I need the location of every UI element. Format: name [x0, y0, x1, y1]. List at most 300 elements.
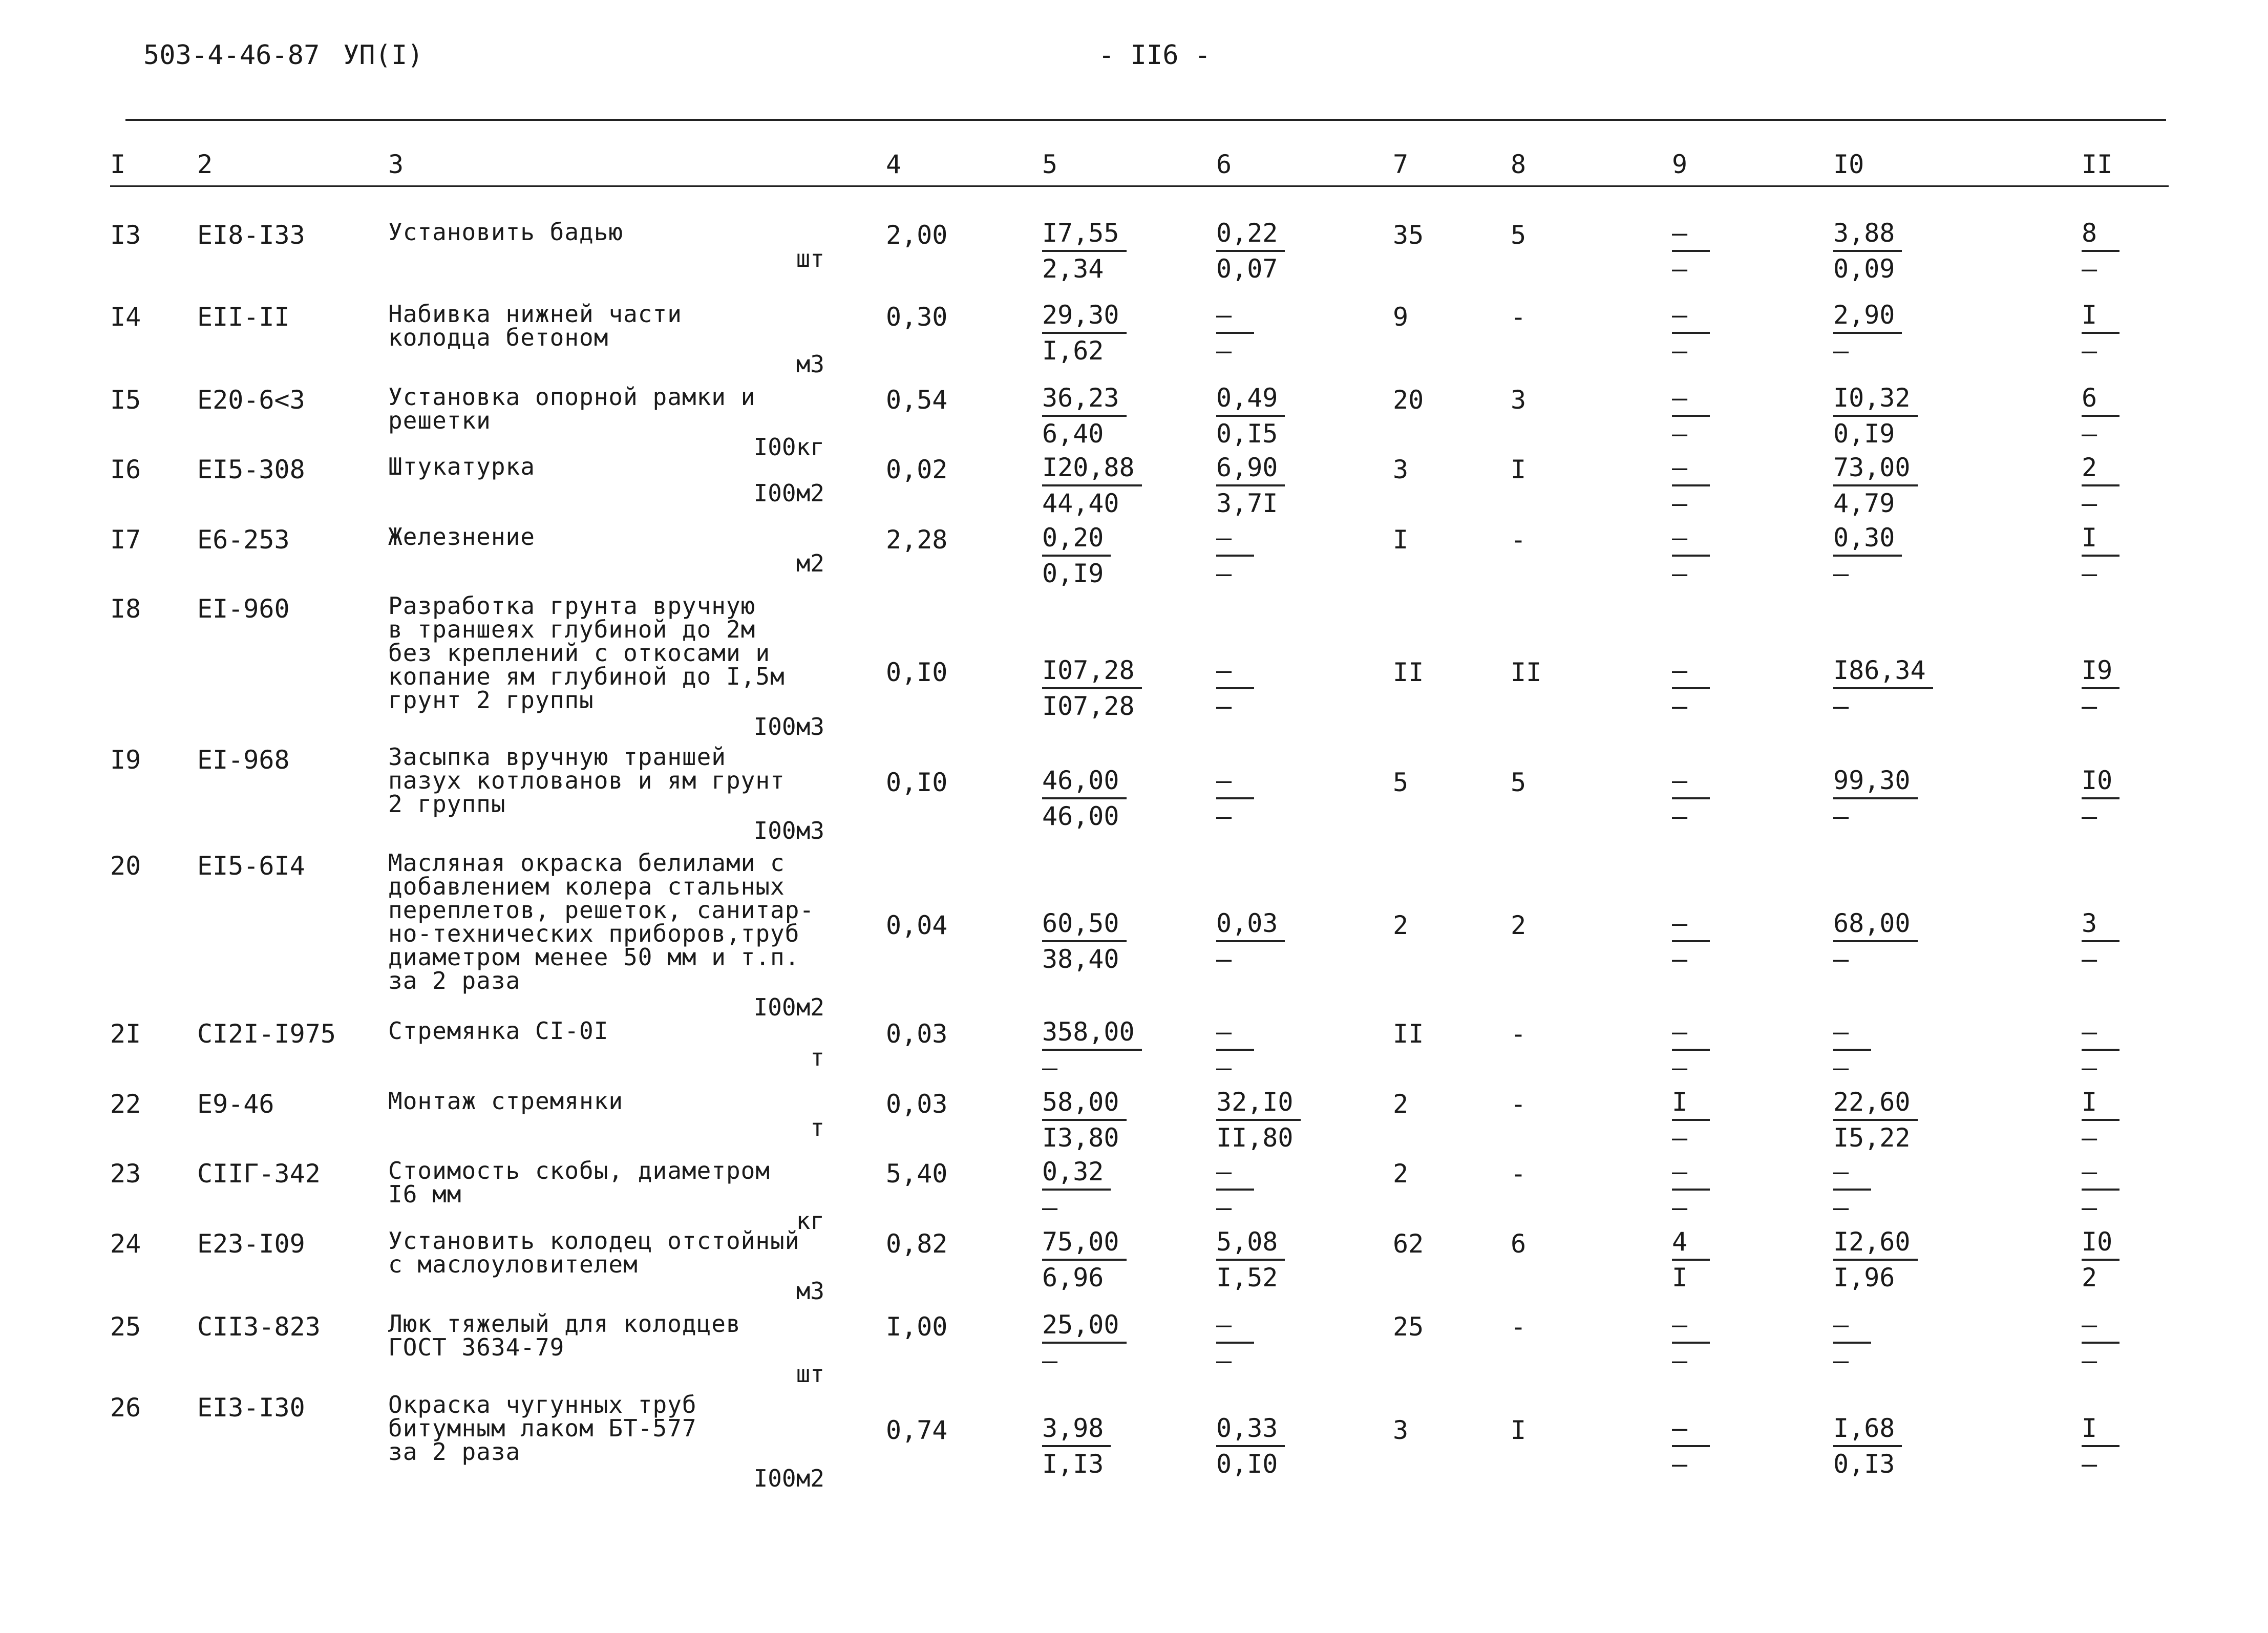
cost-fraction [1672, 1225, 1710, 1295]
fraction-bottom: – [1672, 1053, 1688, 1083]
fraction-bottom: – [2082, 691, 2097, 721]
fraction-top: 5,08 [1216, 1225, 1285, 1261]
fraction-bottom: – [1672, 559, 1688, 588]
measure-unit: шт [796, 245, 824, 272]
column-number: 3 [388, 150, 404, 179]
row-number: I7 [110, 525, 141, 555]
fraction-bottom: – [1672, 1346, 1688, 1375]
fraction-bottom: – [1042, 1193, 1058, 1222]
fraction-top: 0,30 [1833, 521, 1902, 557]
fraction-top: – [1216, 1308, 1254, 1344]
fraction-bottom: – [1672, 336, 1688, 366]
fraction-top: I [2082, 1411, 2119, 1447]
cost-fraction [1672, 1085, 1710, 1155]
rate-code: E9-46 [197, 1089, 274, 1119]
labour-value: 2 [1393, 1089, 1409, 1119]
fraction-top: – [1833, 1015, 1871, 1051]
work-name-line: Установка опорной рамки и [388, 383, 756, 411]
cost-fraction [1216, 1225, 1285, 1295]
workers-value: I [1511, 455, 1527, 484]
fraction-top: – [1672, 216, 1710, 252]
work-name-line: пазух котлованов и ям грунт [388, 767, 785, 794]
work-name-line: за 2 раза [388, 967, 521, 994]
fraction-top: – [1833, 1308, 1871, 1344]
labour-value: 2 [1393, 1159, 1409, 1189]
fraction-top: – [1672, 906, 1710, 942]
fraction-bottom: – [2082, 944, 2097, 974]
cost-fraction [1833, 1015, 1871, 1085]
document-code: 503-4-46-87 [143, 40, 320, 71]
labour-value: II [1393, 1019, 1424, 1049]
row-number: I9 [110, 745, 141, 775]
cost-fraction [1672, 521, 1710, 590]
row-number: 24 [110, 1229, 141, 1259]
fraction-top: – [2082, 1015, 2119, 1051]
fraction-top: 0,22 [1216, 216, 1285, 252]
quantity: 0,02 [886, 455, 948, 484]
workers-value: - [1511, 525, 1527, 555]
workers-value: - [1511, 1159, 1527, 1189]
fraction-bottom: I [1672, 1263, 1688, 1292]
fraction-top: 0,32 [1042, 1155, 1111, 1191]
work-name-line: 2 группы [388, 790, 506, 818]
cost-fraction [1042, 906, 1127, 976]
fraction-bottom: – [1672, 1123, 1688, 1153]
fraction-top: – [1672, 381, 1710, 417]
quantity: 0,03 [886, 1019, 948, 1049]
fraction-bottom: 6,40 [1042, 419, 1104, 449]
workers-value: - [1511, 1089, 1527, 1119]
fraction-top: 4 [1672, 1225, 1710, 1261]
fraction-top: – [1672, 764, 1710, 799]
column-number: 2 [197, 150, 213, 179]
rate-code: CIIГ-342 [197, 1159, 321, 1189]
workers-value: 2 [1511, 910, 1527, 940]
fraction-bottom: – [1833, 1346, 1849, 1375]
labour-value: 9 [1393, 302, 1409, 332]
fraction-bottom: – [1672, 944, 1688, 974]
fraction-top: 0,33 [1216, 1411, 1285, 1447]
cost-fraction [1672, 653, 1710, 723]
labour-value: 3 [1393, 1415, 1409, 1445]
work-name-line: Засыпка вручную траншей [388, 743, 726, 771]
work-name-line: Стоимость скобы, диаметром [388, 1157, 771, 1184]
fraction-top: I86,34 [1833, 653, 1933, 689]
fraction-top: – [2082, 1308, 2119, 1344]
row-number: 22 [110, 1089, 141, 1119]
fraction-bottom: – [2082, 336, 2097, 366]
page-number: - II6 - [1098, 40, 1211, 71]
work-name-line: но-технических приборов,труб [388, 920, 800, 947]
work-name [388, 1312, 741, 1359]
work-name-line: Разработка грунта вручную [388, 592, 756, 620]
cost-fraction [1216, 521, 1254, 590]
workers-value: 5 [1511, 768, 1527, 797]
fraction-bottom: 2 [2082, 1263, 2097, 1292]
row-number: I5 [110, 385, 141, 415]
work-name-line: переплетов, решеток, санитар- [388, 896, 815, 924]
fraction-bottom: 46,00 [1042, 801, 1119, 831]
fraction-bottom: I,52 [1216, 1263, 1278, 1292]
row-number: I4 [110, 302, 141, 332]
fraction-top: – [1672, 1155, 1710, 1191]
cost-fraction [1833, 906, 1918, 976]
measure-unit: I00м3 [753, 817, 824, 844]
fraction-bottom: – [1833, 691, 1849, 721]
work-name-line: грунт 2 группы [388, 686, 594, 714]
work-name-line: диаметром менее 50 мм и т.п. [388, 943, 800, 971]
cost-fraction [1672, 451, 1710, 520]
work-name [388, 302, 682, 349]
cost-fraction [1833, 451, 1918, 520]
fraction-top: – [2082, 1155, 2119, 1191]
quantity: 0,04 [886, 910, 948, 940]
column-number: 8 [1511, 150, 1527, 179]
fraction-bottom: 0,I0 [1216, 1449, 1278, 1479]
rate-code: EI5-6I4 [197, 851, 305, 881]
work-name-line: Монтаж стремянки [388, 1087, 624, 1115]
fraction-bottom: – [1833, 1193, 1849, 1222]
cost-fraction [1672, 764, 1710, 833]
cost-fraction [2082, 298, 2119, 368]
row-number: 2I [110, 1019, 141, 1049]
measure-unit: т [810, 1044, 824, 1071]
rate-code: CI2I-I975 [197, 1019, 336, 1049]
fraction-bottom: 0,I9 [1042, 559, 1104, 588]
cost-fraction [1833, 1411, 1902, 1481]
measure-unit: I00м2 [753, 1465, 824, 1492]
work-name-line: за 2 раза [388, 1438, 521, 1466]
fraction-bottom: – [1216, 1053, 1232, 1083]
fraction-bottom: – [1672, 1193, 1688, 1222]
column-number: I0 [1833, 150, 1864, 179]
work-name-line: Штукатурка [388, 453, 535, 480]
rate-code: EI-968 [197, 745, 290, 775]
work-name-line: Окраска чугунных труб [388, 1391, 697, 1418]
rate-code: E20-6<3 [197, 385, 305, 415]
cost-fraction [1833, 764, 1918, 833]
cost-fraction [1216, 381, 1285, 451]
quantity: 0,54 [886, 385, 948, 415]
cost-fraction [1833, 298, 1902, 368]
cost-fraction [1833, 1085, 1918, 1155]
fraction-bottom: – [1216, 801, 1232, 831]
fraction-top: I [2082, 521, 2119, 557]
work-name [388, 1229, 799, 1276]
work-name [388, 1393, 697, 1464]
fraction-top: – [1833, 1155, 1871, 1191]
measure-unit: I00м2 [753, 479, 824, 507]
work-name-line: ГОСТ 3634-79 [388, 1333, 565, 1361]
cost-fraction [2082, 216, 2119, 286]
measure-unit: м2 [796, 549, 824, 577]
work-name-line: Люк тяжелый для колодцев [388, 1310, 741, 1338]
fraction-top: 358,00 [1042, 1015, 1142, 1051]
cost-fraction [1042, 451, 1142, 520]
fraction-bottom: – [1216, 1346, 1232, 1375]
labour-value: 20 [1393, 385, 1424, 415]
cost-fraction [1042, 764, 1127, 833]
row-number: 25 [110, 1312, 141, 1342]
fraction-bottom: I,I3 [1042, 1449, 1104, 1479]
workers-value: 6 [1511, 1229, 1527, 1259]
fraction-bottom: 0,07 [1216, 254, 1278, 284]
fraction-top: 3,88 [1833, 216, 1902, 252]
cost-fraction [2082, 381, 2119, 451]
fraction-top: – [1216, 298, 1254, 334]
fraction-top: – [1216, 764, 1254, 799]
rate-code: EI8-I33 [197, 220, 305, 250]
labour-value: 25 [1393, 1312, 1424, 1342]
fraction-top: I20,88 [1042, 451, 1142, 486]
row-number: I6 [110, 455, 141, 484]
cost-fraction [2082, 1085, 2119, 1155]
fraction-bottom: 6,96 [1042, 1263, 1104, 1292]
cost-fraction [2082, 521, 2119, 590]
rate-code: EI3-I30 [197, 1393, 305, 1423]
fraction-bottom: – [1216, 559, 1232, 588]
quantity: 0,I0 [886, 658, 948, 687]
fraction-top: 2 [2082, 451, 2119, 486]
row-number: 23 [110, 1159, 141, 1189]
cost-fraction [2082, 1411, 2119, 1481]
measure-unit: т [810, 1114, 824, 1141]
fraction-top: 58,00 [1042, 1085, 1127, 1121]
work-name-line: Установить колодец отстойный [388, 1227, 800, 1255]
cost-fraction [1042, 1155, 1111, 1224]
fraction-bottom: – [1833, 944, 1849, 974]
measure-unit: м3 [796, 350, 824, 378]
fraction-top: 32,I0 [1216, 1085, 1301, 1121]
workers-value: II [1511, 658, 1542, 687]
row-number: I3 [110, 220, 141, 250]
quantity: 5,40 [886, 1159, 948, 1189]
fraction-top: – [1672, 1308, 1710, 1344]
fraction-top: 8 [2082, 216, 2119, 252]
cost-fraction [2082, 1225, 2119, 1295]
fraction-top: I9 [2082, 653, 2119, 689]
work-name [388, 220, 623, 244]
column-number: II [2082, 150, 2113, 179]
rate-code: E6-253 [197, 525, 290, 555]
workers-value: - [1511, 1312, 1527, 1342]
measure-unit: I00кг [753, 433, 824, 461]
fraction-top: 36,23 [1042, 381, 1127, 417]
workers-value: 5 [1511, 220, 1527, 250]
cost-fraction [1833, 653, 1933, 723]
fraction-bottom: – [1833, 801, 1849, 831]
fraction-bottom: – [1216, 336, 1232, 366]
cost-fraction [2082, 1155, 2119, 1224]
fraction-bottom: – [1042, 1346, 1058, 1375]
fraction-top: I0 [2082, 1225, 2119, 1261]
fraction-top: I [2082, 1085, 2119, 1121]
measure-unit: шт [796, 1360, 824, 1388]
workers-value: - [1511, 1019, 1527, 1049]
fraction-bottom: – [1042, 1053, 1058, 1083]
cost-fraction [1672, 1308, 1710, 1377]
fraction-bottom: – [1672, 489, 1688, 518]
cost-fraction [1833, 381, 1918, 451]
measure-unit: м3 [796, 1277, 824, 1305]
fraction-bottom: 4,79 [1833, 489, 1895, 518]
cost-fraction [1042, 1015, 1142, 1085]
cost-fraction [1216, 653, 1254, 723]
row-number: 26 [110, 1393, 141, 1423]
fraction-top: I0 [2082, 764, 2119, 799]
workers-value: I [1511, 1415, 1527, 1445]
labour-value: II [1393, 658, 1424, 687]
fraction-bottom: – [1216, 944, 1232, 974]
fraction-top: I,68 [1833, 1411, 1902, 1447]
fraction-bottom: – [1672, 254, 1688, 284]
fraction-top: – [1216, 653, 1254, 689]
fraction-bottom: – [2082, 1449, 2097, 1479]
fraction-bottom: – [2082, 489, 2097, 518]
cost-fraction [1042, 1411, 1111, 1481]
fraction-top: I [1672, 1085, 1710, 1121]
cost-fraction [1672, 381, 1710, 451]
rate-code: E23-I09 [197, 1229, 305, 1259]
cost-fraction [1042, 298, 1127, 368]
work-name-line: I6 мм [388, 1180, 462, 1208]
fraction-bottom: 0,I9 [1833, 419, 1895, 449]
top-rule [125, 119, 2166, 121]
fraction-bottom: I07,28 [1042, 691, 1135, 721]
work-name-line: с маслоуловителем [388, 1250, 638, 1278]
workers-value: - [1511, 302, 1527, 332]
work-name-line: Стремянка CI-0I [388, 1017, 609, 1045]
fraction-top: 73,00 [1833, 451, 1918, 486]
fraction-bottom: 3,7I [1216, 489, 1278, 518]
work-name [388, 525, 535, 548]
cost-fraction [1042, 653, 1142, 723]
cost-fraction [1672, 1411, 1710, 1481]
quantity: 0,30 [886, 302, 948, 332]
fraction-top: – [1672, 521, 1710, 557]
fraction-top: – [1216, 1155, 1254, 1191]
fraction-bottom: 2,34 [1042, 254, 1104, 284]
cost-fraction [1672, 1015, 1710, 1085]
work-name [388, 1159, 770, 1206]
quantity: 0,03 [886, 1089, 948, 1119]
fraction-bottom: – [2082, 1346, 2097, 1375]
fraction-bottom: – [1672, 419, 1688, 449]
cost-fraction [1216, 298, 1254, 368]
column-number: 5 [1042, 150, 1058, 179]
fraction-bottom: 0,I5 [1216, 419, 1278, 449]
cost-fraction [1042, 1308, 1127, 1377]
cost-fraction [1216, 451, 1285, 520]
quantity: 2,28 [886, 525, 948, 555]
cost-fraction [1216, 1015, 1254, 1085]
fraction-bottom: – [1833, 559, 1849, 588]
fraction-top: 6,90 [1216, 451, 1285, 486]
work-name-line: копание ям глубиной до I,5м [388, 663, 785, 690]
labour-value: I [1393, 525, 1409, 555]
cost-fraction [1216, 1308, 1254, 1377]
work-name [388, 1019, 608, 1043]
work-name [388, 455, 535, 478]
cost-fraction [1042, 1225, 1127, 1295]
measure-unit: I00м2 [753, 993, 824, 1021]
column-number: 7 [1393, 150, 1409, 179]
fraction-top: – [1672, 451, 1710, 486]
cost-fraction [2082, 1308, 2119, 1377]
labour-value: 2 [1393, 910, 1409, 940]
cost-fraction [1833, 1225, 1918, 1295]
fraction-bottom: I,62 [1042, 336, 1104, 366]
fraction-top: 46,00 [1042, 764, 1127, 799]
sheet-label: УП(I) [343, 40, 423, 71]
fraction-top: 75,00 [1042, 1225, 1127, 1261]
fraction-top: – [1672, 298, 1710, 334]
fraction-bottom: I3,80 [1042, 1123, 1119, 1153]
fraction-bottom: I,96 [1833, 1263, 1895, 1292]
work-name-line: Набивка нижней части [388, 300, 682, 328]
quantity: 0,I0 [886, 768, 948, 797]
quantity: I,00 [886, 1312, 948, 1342]
cost-fraction [2082, 653, 2119, 723]
cost-fraction [2082, 764, 2119, 833]
fraction-top: 2,90 [1833, 298, 1902, 334]
fraction-top: I7,55 [1042, 216, 1127, 252]
fraction-bottom: I5,22 [1833, 1123, 1911, 1153]
work-name [388, 851, 814, 992]
measure-unit: I00м3 [753, 713, 824, 740]
cost-fraction [1216, 764, 1254, 833]
fraction-top: 68,00 [1833, 906, 1918, 942]
workers-value: 3 [1511, 385, 1527, 415]
row-number: I8 [110, 594, 141, 624]
fraction-top: 3 [2082, 906, 2119, 942]
fraction-bottom: – [2082, 1123, 2097, 1153]
cost-fraction [1672, 1155, 1710, 1224]
quantity: 0,74 [886, 1415, 948, 1445]
labour-value: 5 [1393, 768, 1409, 797]
work-name [388, 594, 785, 712]
work-name [388, 385, 755, 432]
fraction-top: – [1672, 653, 1710, 689]
fraction-bottom: – [1833, 336, 1849, 366]
fraction-bottom: – [1216, 691, 1232, 721]
cost-fraction [1042, 1085, 1127, 1155]
fraction-top: I07,28 [1042, 653, 1142, 689]
cost-fraction [1833, 216, 1902, 286]
header-rule [110, 185, 2169, 187]
fraction-top: 22,60 [1833, 1085, 1918, 1121]
rate-code: EI5-308 [197, 455, 305, 484]
fraction-top: 3,98 [1042, 1411, 1111, 1447]
work-name-line: колодца бетоном [388, 324, 609, 351]
labour-value: 62 [1393, 1229, 1424, 1259]
fraction-top: 29,30 [1042, 298, 1127, 334]
fraction-bottom: 0,09 [1833, 254, 1895, 284]
work-name-line: Железнение [388, 523, 535, 550]
work-name-line: Установить бадью [388, 218, 624, 246]
cost-fraction [1216, 1085, 1301, 1155]
cost-fraction [1216, 1411, 1285, 1481]
work-name-line: в траншеях глубиной до 2м [388, 616, 756, 643]
fraction-bottom: – [2082, 801, 2097, 831]
fraction-bottom: 38,40 [1042, 944, 1119, 974]
work-name-line: Масляная окраска белилами с [388, 849, 785, 877]
column-number: I [110, 150, 126, 179]
row-number: 20 [110, 851, 141, 881]
cost-fraction [1216, 1155, 1254, 1224]
labour-value: 35 [1393, 220, 1424, 250]
fraction-top: 6 [2082, 381, 2119, 417]
